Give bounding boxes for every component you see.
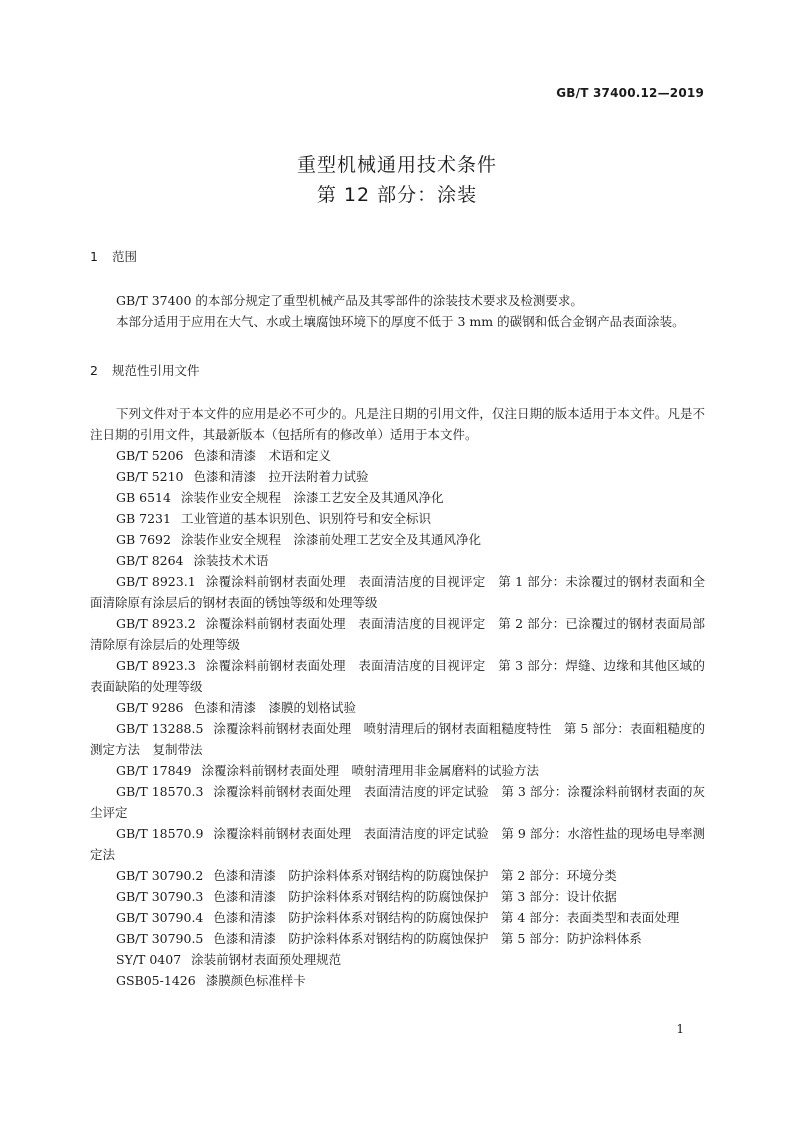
reference-entry — [90, 823, 705, 865]
document-body — [90, 246, 705, 991]
title-line-1: 重型机械通用技术条件 — [296, 154, 497, 176]
reference-entry — [90, 529, 705, 550]
reference-entry — [90, 928, 705, 949]
reference-title: 色漆和清漆 防护涂料体系对钢结构的防腐蚀保护 第 2 部分：环境分类 — [213, 868, 617, 883]
reference-entry — [90, 655, 705, 697]
reference-entry — [90, 697, 705, 718]
reference-code: GB/T 30790.4 — [116, 910, 204, 925]
reference-code: GB/T 17849 — [116, 763, 192, 778]
reference-entry — [90, 508, 705, 529]
reference-entry — [90, 886, 705, 907]
reference-code: GB/T 8923.3 — [116, 658, 196, 673]
reference-entry — [90, 970, 705, 991]
reference-code: GB/T 5206 — [116, 448, 184, 463]
section-number: 1 — [90, 249, 98, 264]
reference-list — [90, 445, 705, 991]
reference-title: 色漆和清漆 术语和定义 — [193, 448, 332, 463]
reference-title: 色漆和清漆 拉开法附着力试验 — [193, 469, 369, 484]
reference-title: 涂覆涂料前钢材表面处理 表面清洁度的评定试验 第 3 部分：涂覆涂料前钢材表面的灰尘评定 — [90, 784, 705, 820]
reference-code: GB 6514 — [116, 490, 171, 505]
reference-entry — [90, 487, 705, 508]
reference-code: GB/T 5210 — [116, 469, 184, 484]
reference-title: 工业管道的基本识别色、识别符号和安全标识 — [180, 511, 431, 526]
reference-title: 涂覆涂料前钢材表面处理 表面清洁度的目视评定 第 3 部分：焊缝、边缘和其他区域的表面缺陷的处理等级 — [90, 658, 706, 694]
reference-code: GB/T 8923.1 — [116, 574, 196, 589]
reference-title: 漆膜颜色标准样卡 — [205, 973, 306, 988]
reference-code: GB/T 18570.3 — [116, 784, 204, 799]
reference-code: GB/T 30790.2 — [116, 868, 204, 883]
reference-title: 色漆和清漆 漆膜的划格试验 — [193, 700, 357, 715]
reference-entry — [90, 550, 705, 571]
reference-title: 涂覆涂料前钢材表面处理 表面清洁度的目视评定 第 1 部分：未涂覆过的钢材表面和全面清除原有涂层后的钢材表面的锈蚀等级和处理等级 — [90, 574, 706, 610]
scope-paragraph-2: 本部分适用于应用在大气、水或土壤腐蚀环境下的厚度不低于 3 mm 的碳钢和低合金钢产品表面涂装。 — [116, 314, 685, 329]
reference-entry — [90, 571, 705, 613]
reference-title: 涂装作业安全规程 涂漆工艺安全及其通风净化 — [180, 490, 444, 505]
reference-entry — [90, 865, 705, 886]
section-1-heading — [90, 246, 705, 267]
section-2-heading — [90, 360, 705, 381]
reference-code: GB/T 30790.3 — [116, 889, 204, 904]
page-number: 1 — [676, 1022, 684, 1036]
document-title — [0, 150, 794, 210]
reference-code: GB 7692 — [116, 532, 171, 547]
section-title: 范围 — [112, 249, 138, 264]
reference-title: 涂装作业安全规程 涂漆前处理工艺安全及其通风净化 — [180, 532, 481, 547]
reference-title: 涂覆涂料前钢材表面处理 表面清洁度的目视评定 第 2 部分：已涂覆过的钢材表面局部清除原有涂层后的处理等级 — [90, 616, 706, 652]
reference-entry — [90, 781, 705, 823]
reference-code: SY/T 0407 — [116, 952, 182, 967]
reference-title: 涂覆涂料前钢材表面处理 表面清洁度的评定试验 第 9 部分：水溶性盐的现场电导率测定法 — [90, 826, 705, 862]
reference-code: GB/T 13288.5 — [116, 721, 204, 736]
reference-code: GB/T 8264 — [116, 553, 184, 568]
reference-entry — [90, 718, 705, 760]
reference-code: GB/T 8923.2 — [116, 616, 196, 631]
reference-code: GB/T 9286 — [116, 700, 184, 715]
standard-code: GB/T 37400.12—2019 — [556, 86, 704, 100]
title-line-2: 第 12 部分：涂装 — [316, 184, 478, 206]
reference-title: 涂装技术术语 — [193, 553, 269, 568]
reference-title: 色漆和清漆 防护涂料体系对钢结构的防腐蚀保护 第 3 部分：设计依据 — [213, 889, 617, 904]
reference-entry — [90, 760, 705, 781]
reference-entry — [90, 613, 705, 655]
reference-entry — [90, 445, 705, 466]
reference-code: GB 7231 — [116, 511, 171, 526]
reference-code: GB/T 18570.9 — [116, 826, 204, 841]
reference-title: 涂覆涂料前钢材表面处理 喷射清理用非金属磨料的试验方法 — [201, 763, 539, 778]
scope-paragraph-1: GB/T 37400 的本部分规定了重型机械产品及其零部件的涂装技术要求及检测要求。 — [116, 293, 583, 308]
section-title: 规范性引用文件 — [112, 363, 200, 378]
reference-title: 色漆和清漆 防护涂料体系对钢结构的防腐蚀保护 第 5 部分：防护涂料体系 — [213, 931, 642, 946]
section-number: 2 — [90, 363, 98, 378]
reference-title: 色漆和清漆 防护涂料体系对钢结构的防腐蚀保护 第 4 部分：表面类型和表面处理 — [213, 910, 680, 925]
reference-title: 涂装前钢材表面预处理规范 — [191, 952, 342, 967]
reference-entry — [90, 907, 705, 928]
reference-code: GSB05-1426 — [116, 973, 196, 988]
references-intro: 下列文件对于本文件的应用是必不可少的。凡是注日期的引用文件，仅注日期的版本适用于本文件。凡是不注日期的引用文件，其最新版本（包括所有的修改单）适用于本文件。 — [90, 406, 705, 442]
reference-entry — [90, 949, 705, 970]
reference-entry — [90, 466, 705, 487]
reference-title: 涂覆涂料前钢材表面处理 喷射清理后的钢材表面粗糙度特性 第 5 部分：表面粗糙度的测定方法 复制带法 — [90, 721, 705, 757]
reference-code: GB/T 30790.5 — [116, 931, 204, 946]
